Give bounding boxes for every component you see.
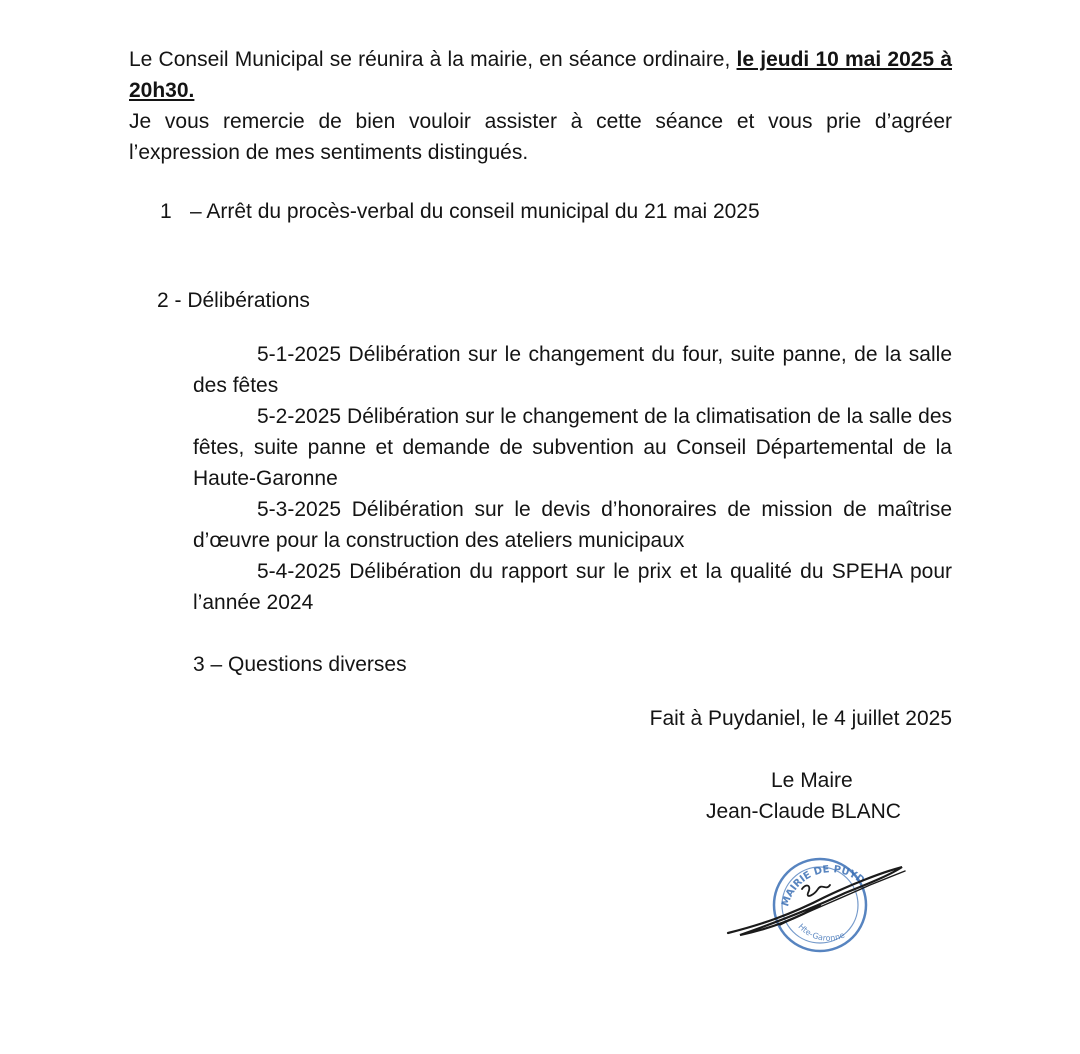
agenda-item-1-text: – Arrêt du procès-verbal du conseil municipal du 21 mai 2025 xyxy=(190,200,760,223)
deliberation-item: 5-3-2025 Délibération sur le devis d’honoraires de mission de maîtrise d’œuvre pour la construction des ateliers municipaux xyxy=(193,498,952,552)
signature-stamp xyxy=(720,855,910,955)
intro-closing: Je vous remercie de bien vouloir assister à cette séance et vous prie d’agréer l’expression de mes sentiments distingués. xyxy=(129,110,952,164)
meeting-date: le jeudi 10 mai 2025 à 20h30. xyxy=(129,48,952,102)
agenda-item-3: 3 – Questions diverses xyxy=(193,653,407,676)
signatory-title: Le Maire xyxy=(771,769,853,792)
convocation-intro xyxy=(129,44,952,168)
deliberation-item: 5-2-2025 Délibération sur le changement de la climatisation de la salle des fêtes, suite panne et demande de subvention au Conseil Départemental de la Haute-Garonne xyxy=(193,405,952,490)
intro-sentence xyxy=(129,44,952,106)
deliberation-item: 5-4-2025 Délibération du rapport sur le prix et la qualité du SPEHA pour l’année 2024 xyxy=(193,560,952,614)
svg-text:MAIRIE DE PUYDANIEL xyxy=(720,855,866,908)
agenda-item-1-number: 1 xyxy=(160,200,172,223)
stamp-text-bottom: Hte-Garonne xyxy=(796,922,846,943)
place-and-date: Fait à Puydaniel, le 4 juillet 2025 xyxy=(649,707,952,730)
stamp-text-top: MAIRIE DE PUYD xyxy=(780,864,867,908)
deliberation-item: 5-1-2025 Délibération sur le changement du four, suite panne, de la salle des fêtes xyxy=(193,343,952,397)
agenda-item-2-heading: 2 - Délibérations xyxy=(157,289,310,312)
deliberations-list xyxy=(193,339,952,618)
agenda-item-1 xyxy=(160,196,960,227)
intro-sentence-prefix: Le Conseil Municipal se réunira à la mairie, en séance ordinaire, xyxy=(129,48,737,71)
stamp-seal-icon xyxy=(720,855,910,955)
signatory-name: Jean-Claude BLANC xyxy=(706,800,901,823)
